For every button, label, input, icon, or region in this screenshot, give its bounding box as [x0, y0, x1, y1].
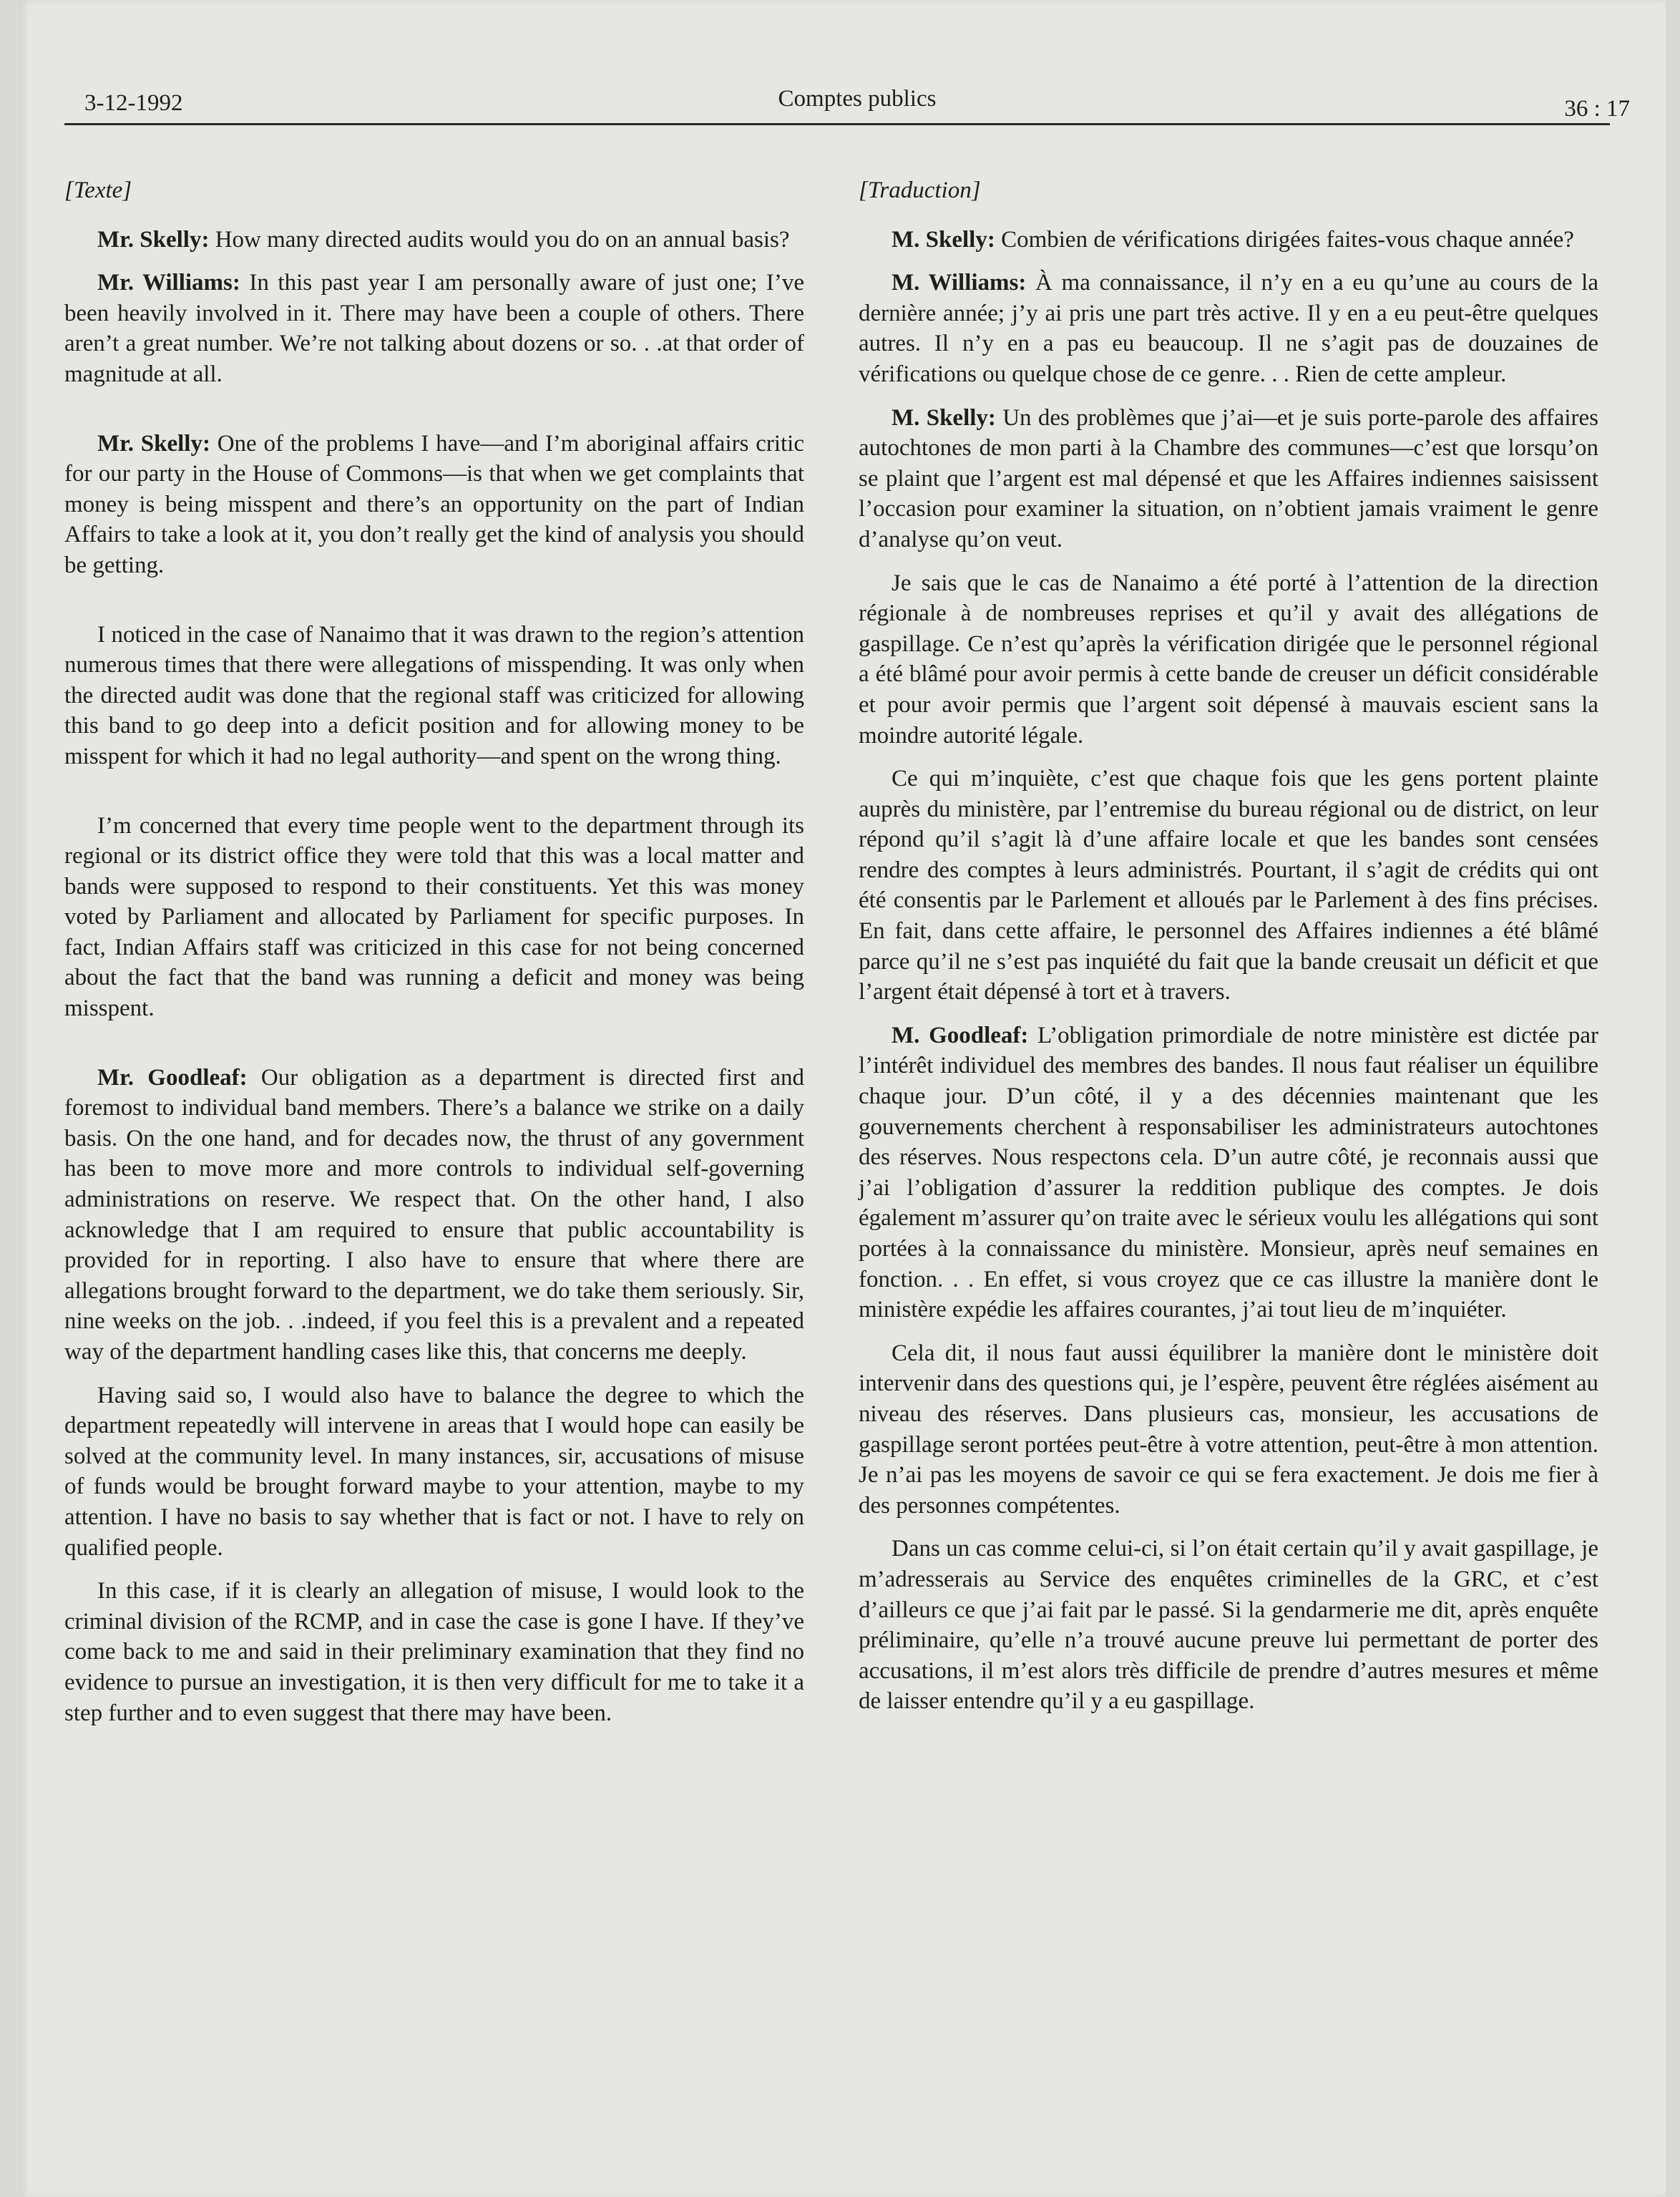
paragraph-text: Our obligation as a department is directed first and foremost to individual band members. There’s a balance we strike on a daily basis. On the one hand, and for decades now, the thrust of any government has been to move more and more controls to individual self-governing administrations on reserve. We respect that. On the other hand, I also acknowledge that I am required to ensure that public accountability is provided for in reporting. I also have to ensure that where there are allegations brought forward to the department, we do take them seriously. Sir, nine weeks on the job. . .indeed, if you feel this is a prevalent and a repeated way of the department handling cases like this, that concerns me deeply.: [64, 1064, 804, 1365]
paragraph: [859, 1020, 1598, 1325]
paragraph-text: I’m concerned that every time people went to the department through its regional or its district office they were told that this was a local matter and bands were supposed to respond to their constituents. Yet this was money voted by Parliament and allocated by Parliament for specific purposes. In fact, Indian Affairs staff was criticized in this case for not being concerned about the fact that the band was running a deficit and money was being misspent.: [64, 812, 804, 1022]
paragraph: [64, 811, 804, 1024]
paragraph-text: Dans un cas comme celui-ci, si l’on était certain qu’il y avait gaspillage, je m’adresserais au Service des enquêtes criminelles de la GRC, et c’est d’ailleurs ce que j’ai fait par le passé. Si la gendarmerie me dit, après enquête préliminaire, qu’elle n’a trouvé aucune preuve lui permettant de porter des accusations, il m’est alors très difficile de prendre d’autres mesures et même de laisser entendre qu’il y a eu gaspillage.: [859, 1536, 1598, 1715]
paragraph-text: How many directed audits would you do on an annual basis?: [209, 226, 790, 253]
paragraph: [859, 225, 1598, 255]
header-date: 3-12-1992: [84, 90, 183, 116]
speaker-name: Mr. Skelly:: [97, 430, 210, 457]
header-title: Comptes publics: [778, 86, 937, 112]
paragraph: [859, 1534, 1598, 1717]
speaker-name: M. Williams:: [892, 270, 1027, 296]
paragraph: [64, 268, 804, 389]
speaker-name: Mr. Williams:: [97, 270, 240, 296]
paragraph: [64, 225, 804, 255]
paragraph-text: Un des problèmes que j’ai—et je suis porte-parole des affaires autochtones de mon parti à la Chambre des communes—c’est que lorsqu’on se plaint que l’argent est mal dépensé et que les Affaires indiennes saisissent l’occasion pour examiner la situation, on n’obtient jamais vraiment le genre d’analyse qu’on veut.: [859, 404, 1599, 552]
paragraph-text: L’obligation primordiale de notre ministère est dictée par l’intérêt individuel des membres des bandes. Il nous faut réaliser un équilibre chaque jour. D’un côté, il y a des décennies maintenant que les gouvernements cherchent à responsabiliser les administrateurs autochtones des réserves. Nous respectons cela. D’un autre côté, je reconnais aussi que j’ai l’obligation d’assurer la reddition publique des comptes. Je dois également m’assurer qu’on traite avec le sérieux voulu les allégations qui sont portées à la connaissance du ministère. Monsieur, après neuf semaines en fonction. . . En effet, si vous croyez que ce cas illustre la manière dont le ministère expédie les affaires courantes, j’ai tout lieu de m’inquiéter.: [859, 1022, 1598, 1323]
paragraph-text: I noticed in the case of Nanaimo that it was drawn to the region’s attention numerous times that there were allegations of misspending. It was only when the directed audit was done that the regional staff was criticized for allowing this band to go deep into a deficit position and for allowing money to be misspent for which it had no legal authority—and spent on the wrong thing.: [64, 621, 804, 769]
paragraph: [859, 764, 1598, 1008]
speaker-name: M. Skelly:: [892, 404, 996, 431]
paragraph: [64, 429, 804, 581]
paragraph: [859, 1338, 1598, 1521]
paragraph-text: Je sais que le cas de Nanaimo a été porté à l’attention de la direction régionale à de nombreuses reprises et qu’il y avait des allégations de gaspillage. Ce n’est qu’après la vérification dirigée que le personnel régional a été blâmé pour avoir permis à cette bande de creuser un déficit considérable et pour avoir permis que l’argent soit dépensé à mauvais escient sans la moindre autorité légale.: [859, 570, 1598, 749]
paragraph-text: Cela dit, il nous faut aussi équilibrer la manière dont le ministère doit intervenir dans des questions qui, je l’espère, peuvent être réglées aisément au niveau des réserves. Dans plusieurs cas, monsieur, les accusations de gaspillage seront portées peut-être à votre attention, peut-être à mon attention. Je n’ai pas les moyens de savoir ce qui se fera exactement. Je dois me fier à des personnes compétentes.: [859, 1340, 1598, 1519]
paragraph: [64, 1576, 804, 1728]
french-column: [859, 175, 1598, 1730]
speaker-name: Mr. Skelly:: [97, 226, 210, 253]
speaker-name: M. Goodleaf:: [892, 1022, 1029, 1048]
header-rule: [64, 123, 1610, 125]
paragraph-text: In this past year I am personally aware of just one; I’ve been heavily involved in it. There may have been a couple of others. There aren’t a great number. We’re not talking about dozens or so. . .at that order of magnitude at all.: [64, 270, 804, 387]
column-tag: [Texte]: [64, 177, 132, 203]
speaker-name: Mr. Goodleaf:: [97, 1064, 248, 1091]
english-column: [64, 175, 804, 1741]
column-tag: [Traduction]: [859, 177, 981, 203]
header-page-number: 36 : 17: [1564, 96, 1630, 122]
paragraph: [64, 1380, 804, 1564]
paragraph: [859, 568, 1598, 751]
paragraph: [64, 1063, 804, 1368]
paragraph-text: Having said so, I would also have to balance the degree to which the department repeatedly will intervene in areas that I would hope can easily be solved at the community level. In many instances, sir, accusations of misuse of funds would be brought forward maybe to your attention, maybe to my attention. I have no basis to say whether that is fact or not. I have to rely on qualified people.: [64, 1382, 804, 1561]
paragraph-text: One of the problems I have—and I’m aboriginal affairs critic for our party in the House of Commons—is that when we get complaints that money is being misspent and there’s an opportunity on the part of Indian Affairs to take a look at it, you don’t really get the kind of analysis you should be getting.: [64, 430, 804, 578]
paragraph-text: Combien de vérifications dirigées faites-vous chaque année?: [995, 226, 1574, 253]
paragraph: [64, 620, 804, 772]
paragraph-text: À ma connaissance, il n’y en a eu qu’une au cours de la dernière année; j’y ai pris une part très active. Il y en a eu peut-être quelques autres. Il n’y en a pas eu beaucoup. Il ne s’agit pas de douzaines de vérifications ou quelque chose de ce genre. . . Rien de cette ampleur.: [859, 270, 1598, 387]
paragraph: [859, 403, 1598, 555]
speaker-name: M. Skelly:: [892, 226, 995, 253]
page-header: [84, 86, 1630, 126]
paragraph-text: Ce qui m’inquiète, c’est que chaque fois que les gens portent plainte auprès du ministère, par l’entremise du bureau régional ou de district, on leur répond qu’il s’agit là d’une affaire locale et que les bandes sont censées rendre des comptes à leurs administrés. Pourtant, il s’agit de crédits qui ont été consentis par le Parlement et alloués par le Parlement à des fins précises. En fait, dans cette affaire, le personnel des Affaires indiennes a été blâmé parce qu’il ne s’est pas inquiété du fait que la bande creusait un déficit et que l’argent était dépensé à tort et à travers.: [859, 766, 1598, 1005]
paragraph-text: In this case, if it is clearly an allegation of misuse, I would look to the criminal division of the RCMP, and in case the case is gone I have. If they’ve come back to me and said in their preliminary examination that they find no evidence to pursue an investigation, it is then very difficult for me to take it a step further and to even suggest that there may have been.: [64, 1578, 804, 1726]
paragraph: [859, 268, 1598, 389]
